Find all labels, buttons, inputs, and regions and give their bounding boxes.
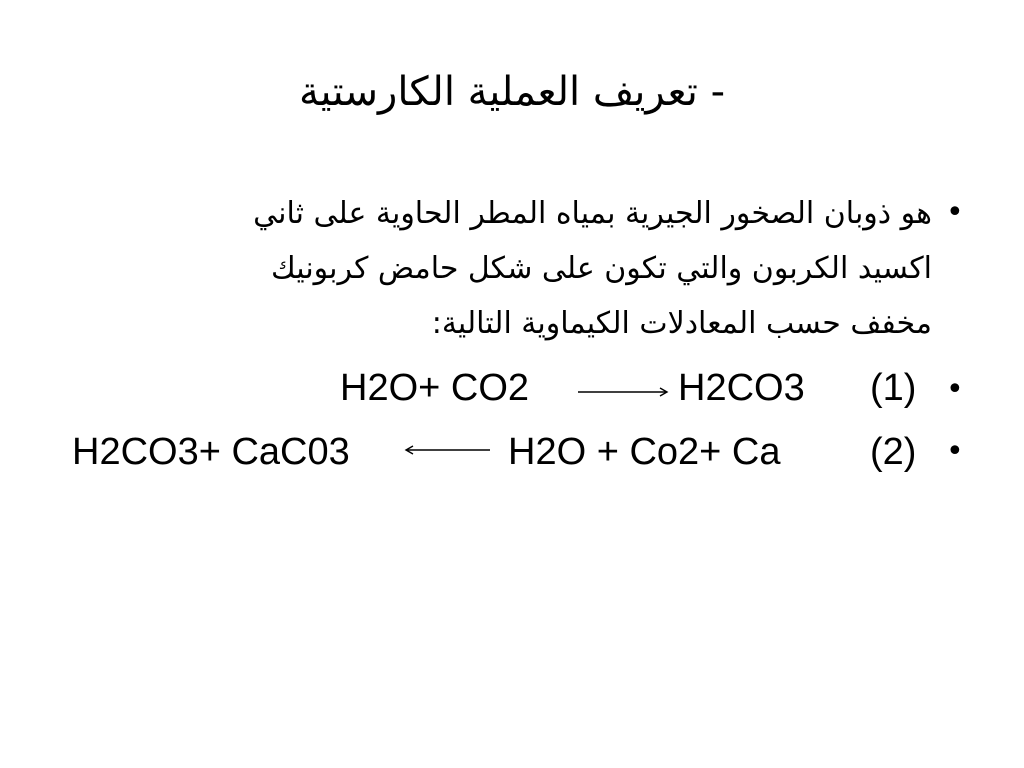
definition-line: هو ذوبان الصخور الجيرية بمياه المطر الحاوية على ثاني xyxy=(253,196,932,231)
definition-line: اكسيد الكربون والتي تكون على شكل حامض كربونيك xyxy=(270,251,932,286)
equation-number: (1) xyxy=(870,367,917,409)
bullet-marker: • xyxy=(946,372,964,407)
bullet-marker: • xyxy=(946,434,964,469)
left-arrow-icon xyxy=(404,444,490,456)
equation-reactants: H2CO3+ CaC03 xyxy=(72,431,350,473)
right-arrow-icon xyxy=(578,386,670,398)
equation-reactants: H2O+ CO2 xyxy=(340,367,530,409)
definition-line: مخفف حسب المعادلات الكيماوية التالية: xyxy=(431,306,932,341)
slide-title: - تعريف العملية الكارستية xyxy=(298,69,726,115)
equation-product: H2CO3 xyxy=(678,367,805,409)
equation-product: H2O + Co2+ Ca xyxy=(508,431,781,473)
bullet-marker: • xyxy=(946,195,964,230)
equation-number: (2) xyxy=(870,431,917,473)
